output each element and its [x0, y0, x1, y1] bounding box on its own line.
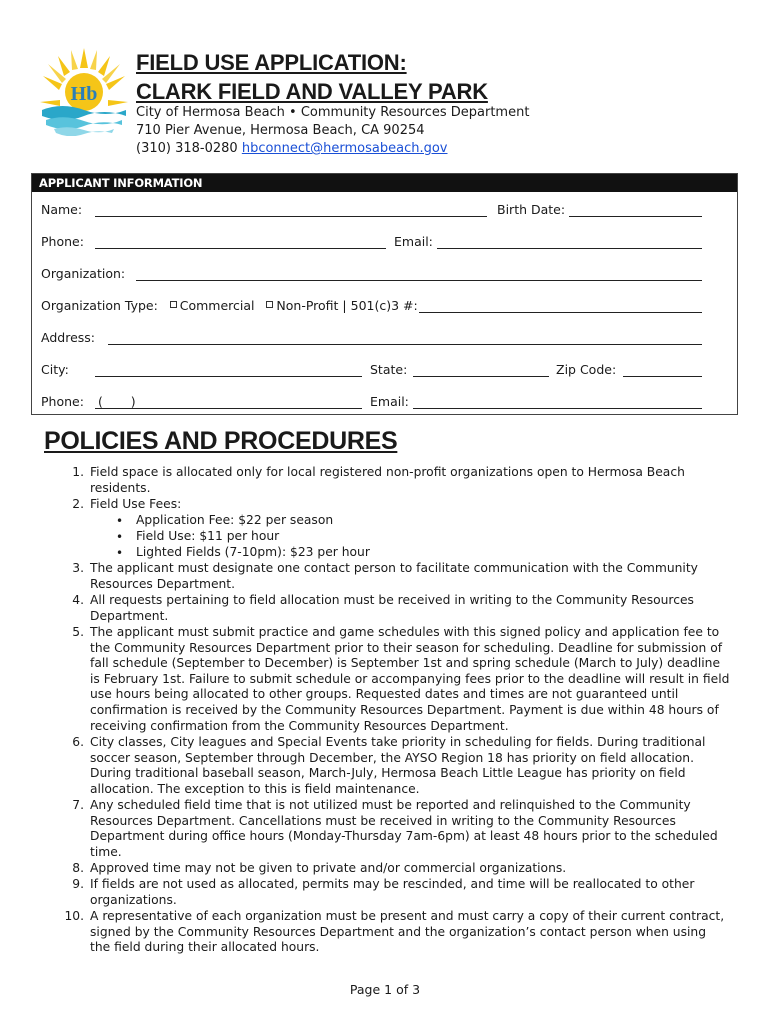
commercial-checkbox[interactable] [170, 301, 177, 308]
policy-item: 3. The applicant must designate one contact person to facilitate communication with the Community Resources Department. [72, 561, 698, 591]
birth-date-field[interactable] [569, 216, 702, 217]
fee-item: Application Fee: $22 per season [136, 513, 334, 527]
organization-label: Organization: [41, 266, 126, 281]
phone-field[interactable] [95, 248, 386, 249]
contact-phone: (310) 318-0280 [136, 141, 238, 156]
address-line: 710 Pier Avenue, Hermosa Beach, CA 90254 [136, 123, 425, 138]
state-field[interactable] [413, 376, 549, 377]
phone2-field[interactable] [95, 408, 362, 409]
section-header-bar: APPLICANT INFORMATION [32, 174, 737, 192]
email-label: Email: [394, 234, 433, 249]
bullet-icon: • [116, 530, 124, 544]
email2-field[interactable] [413, 408, 702, 409]
area-code-parens: ( ) [98, 394, 136, 409]
state-label: State: [370, 362, 408, 377]
nonprofit-checkbox[interactable] [266, 301, 273, 308]
department-line: City of Hermosa Beach • Community Resources Department [136, 105, 530, 120]
fee-item: Field Use: $11 per hour [136, 529, 280, 543]
zip-code-field[interactable] [623, 376, 702, 377]
bullet-icon: • [116, 514, 124, 528]
form-title-line2: CLARK FIELD AND VALLEY PARK [136, 79, 488, 104]
policy-item: 2. Field Use Fees: [72, 497, 182, 511]
name-label: Name: [41, 202, 83, 217]
policy-item: 5. The applicant must submit practice and game schedules with this signed policy and application fee to the Community Resources Department prior to their season for scheduling. Deadline for submission of fall schedule (September to December) is September 1st and spring schedule (March to July) deadline is February 1st. Failure to submit schedule or accompanying fees prior to the deadline will result in field use hours being allocated to other groups. Requested dates and times are not guaranteed until confirmation is received by the Community Resources Department. Payment is due within 48 hours of receiving confirmation from the Community Resources Department. [72, 625, 730, 733]
contact-line [136, 140, 448, 157]
zip-code-label: Zip Code: [556, 362, 617, 377]
email-field[interactable] [437, 248, 702, 249]
address-field[interactable] [108, 344, 702, 345]
policy-item: 1. Field space is allocated only for local registered non-profit organizations open to Hermosa Beach residents. [72, 465, 685, 495]
city-label: City: [41, 362, 69, 377]
birth-date-label: Birth Date: [497, 202, 566, 217]
organization-type-row [41, 298, 418, 313]
policies-heading: POLICIES AND PROCEDURES [44, 427, 398, 455]
contact-email-link[interactable]: hbconnect@hermosabeach.gov [241, 141, 448, 156]
hermosa-beach-logo [38, 44, 130, 136]
nonprofit-label: Non-Profit | 501(c)3 #: [276, 298, 418, 313]
email2-label: Email: [370, 394, 409, 409]
bullet-icon: • [116, 546, 124, 560]
address-label: Address: [41, 330, 95, 345]
organization-field[interactable] [136, 280, 702, 281]
organization-type-label: Organization Type: [41, 298, 158, 313]
phone-label: Phone: [41, 234, 84, 249]
page-number: Page 1 of 3 [349, 982, 421, 997]
nonprofit-number-field[interactable] [419, 312, 702, 313]
policy-item: 4. All requests pertaining to field allocation must be received in writing to the Community Resources Department. [72, 593, 694, 623]
commercial-label: Commercial [179, 298, 255, 313]
city-field[interactable] [95, 376, 362, 377]
policy-item: 9. If fields are not used as allocated, permits may be rescinded, and time will be reallocated to other organizations. [72, 877, 695, 907]
logo-text: Hb [70, 83, 98, 105]
applicant-information-section [31, 173, 738, 415]
policy-item: 10. A representative of each organization must be present and must carry a copy of their current contract, signed by the Community Resources Department and the organization’s contact person when using the field during their allocated hours. [64, 909, 725, 955]
form-title-line1: FIELD USE APPLICATION: [136, 50, 407, 75]
policy-item: 8. Approved time may not be given to private and/or commercial organizations. [72, 861, 567, 875]
phone2-label: Phone: [41, 394, 84, 409]
policy-item: 7. Any scheduled field time that is not utilized must be reported and relinquished to the Community Resources Department. Cancellations must be received in writing to the Community Resources Department during office hours (Monday-Thursday 7am-6pm) at least 48 hours prior to the scheduled time. [72, 798, 718, 859]
policy-item: 6. City classes, City leagues and Special Events take priority in scheduling for fields. During traditional soccer season, September through December, the AYSO Region 18 has priority on field allocation. During traditional baseball season, March-July, Hermosa Beach Little League has priority on field allocation. The exception to this is field maintenance. [72, 735, 706, 796]
fee-item: Lighted Fields (7-10pm): $23 per hour [136, 545, 370, 559]
name-field[interactable] [95, 216, 487, 217]
